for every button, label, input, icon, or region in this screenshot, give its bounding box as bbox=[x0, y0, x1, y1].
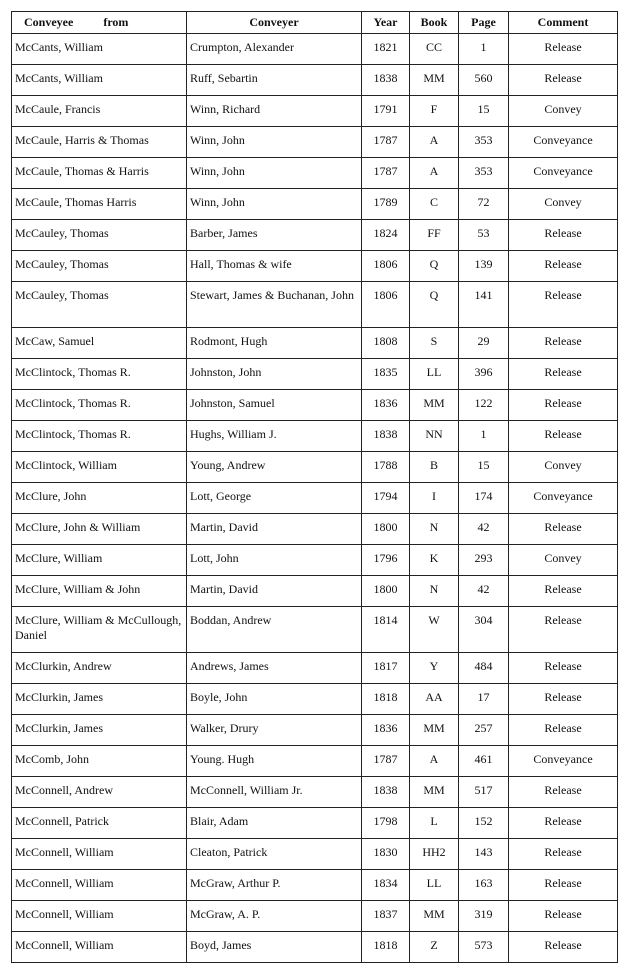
cell-conveyee: McConnell, William bbox=[12, 870, 187, 901]
cell-book: LL bbox=[410, 870, 459, 901]
cell-book: MM bbox=[410, 777, 459, 808]
cell-comment: Conveyance bbox=[509, 483, 618, 514]
cell-conveyee: McCaule, Thomas & Harris bbox=[12, 158, 187, 189]
table-row bbox=[12, 901, 618, 932]
table-row bbox=[12, 746, 618, 777]
cell-book: HH2 bbox=[410, 839, 459, 870]
cell-book: CC bbox=[410, 34, 459, 65]
cell-page: 122 bbox=[459, 390, 509, 421]
cell-conveyee: McClintock, Thomas R. bbox=[12, 421, 187, 452]
cell-year: 1787 bbox=[362, 746, 410, 777]
cell-year: 1834 bbox=[362, 870, 410, 901]
cell-page: 396 bbox=[459, 359, 509, 390]
table-row bbox=[12, 684, 618, 715]
table-row bbox=[12, 34, 618, 65]
table-row bbox=[12, 65, 618, 96]
table-row bbox=[12, 390, 618, 421]
cell-year: 1808 bbox=[362, 328, 410, 359]
table-row bbox=[12, 576, 618, 607]
table-row bbox=[12, 545, 618, 576]
cell-conveyer: Johnston, John bbox=[187, 359, 362, 390]
cell-comment: Release bbox=[509, 653, 618, 684]
cell-comment: Release bbox=[509, 421, 618, 452]
cell-conveyer: Andrews, James bbox=[187, 653, 362, 684]
cell-comment: Release bbox=[509, 932, 618, 963]
cell-page: 353 bbox=[459, 158, 509, 189]
cell-book: C bbox=[410, 189, 459, 220]
cell-comment: Release bbox=[509, 328, 618, 359]
cell-conveyee: McClure, John bbox=[12, 483, 187, 514]
cell-conveyee: McCaw, Samuel bbox=[12, 328, 187, 359]
cell-book: W bbox=[410, 607, 459, 653]
cell-book: F bbox=[410, 96, 459, 127]
cell-page: 1 bbox=[459, 34, 509, 65]
cell-year: 1838 bbox=[362, 65, 410, 96]
cell-conveyer: Crumpton, Alexander bbox=[187, 34, 362, 65]
cell-comment: Conveyance bbox=[509, 127, 618, 158]
table-row bbox=[12, 607, 618, 653]
cell-year: 1824 bbox=[362, 220, 410, 251]
cell-page: 461 bbox=[459, 746, 509, 777]
cell-comment: Release bbox=[509, 870, 618, 901]
cell-page: 42 bbox=[459, 576, 509, 607]
cell-conveyer: Barber, James bbox=[187, 220, 362, 251]
table-row bbox=[12, 514, 618, 545]
cell-conveyer: Winn, John bbox=[187, 189, 362, 220]
table-row bbox=[12, 96, 618, 127]
table-row bbox=[12, 483, 618, 514]
cell-page: 517 bbox=[459, 777, 509, 808]
cell-year: 1789 bbox=[362, 189, 410, 220]
table-row bbox=[12, 328, 618, 359]
cell-year: 1788 bbox=[362, 452, 410, 483]
cell-comment: Release bbox=[509, 684, 618, 715]
cell-year: 1835 bbox=[362, 359, 410, 390]
cell-year: 1800 bbox=[362, 514, 410, 545]
cell-year: 1818 bbox=[362, 932, 410, 963]
cell-page: 293 bbox=[459, 545, 509, 576]
cell-conveyee: McComb, John bbox=[12, 746, 187, 777]
cell-comment: Release bbox=[509, 34, 618, 65]
cell-comment: Convey bbox=[509, 545, 618, 576]
cell-conveyee: McClintock, William bbox=[12, 452, 187, 483]
cell-conveyer: Martin, David bbox=[187, 514, 362, 545]
cell-comment: Release bbox=[509, 251, 618, 282]
cell-year: 1787 bbox=[362, 127, 410, 158]
cell-conveyee: McClintock, Thomas R. bbox=[12, 390, 187, 421]
cell-page: 53 bbox=[459, 220, 509, 251]
cell-page: 139 bbox=[459, 251, 509, 282]
header-comment: Comment bbox=[509, 12, 618, 34]
cell-conveyee: McCants, William bbox=[12, 34, 187, 65]
cell-year: 1838 bbox=[362, 421, 410, 452]
cell-comment: Release bbox=[509, 777, 618, 808]
cell-conveyer: Boyd, James bbox=[187, 932, 362, 963]
cell-year: 1796 bbox=[362, 545, 410, 576]
cell-comment: Release bbox=[509, 282, 618, 328]
table-row bbox=[12, 452, 618, 483]
table-row bbox=[12, 282, 618, 328]
cell-book: AA bbox=[410, 684, 459, 715]
cell-page: 573 bbox=[459, 932, 509, 963]
cell-year: 1787 bbox=[362, 158, 410, 189]
cell-conveyee: McClintock, Thomas R. bbox=[12, 359, 187, 390]
table-row bbox=[12, 421, 618, 452]
cell-book: MM bbox=[410, 390, 459, 421]
cell-page: 42 bbox=[459, 514, 509, 545]
cell-year: 1821 bbox=[362, 34, 410, 65]
table-row bbox=[12, 777, 618, 808]
cell-conveyee: McClure, John & William bbox=[12, 514, 187, 545]
header-page: Page bbox=[459, 12, 509, 34]
cell-comment: Convey bbox=[509, 189, 618, 220]
deed-index-page bbox=[11, 11, 618, 963]
cell-page: 163 bbox=[459, 870, 509, 901]
cell-comment: Release bbox=[509, 808, 618, 839]
cell-book: K bbox=[410, 545, 459, 576]
cell-conveyer: Young, Andrew bbox=[187, 452, 362, 483]
cell-conveyer: Stewart, James & Buchanan, John bbox=[187, 282, 362, 328]
cell-conveyee: McConnell, Patrick bbox=[12, 808, 187, 839]
cell-conveyer: Boddan, Andrew bbox=[187, 607, 362, 653]
cell-conveyer: McConnell, William Jr. bbox=[187, 777, 362, 808]
cell-year: 1800 bbox=[362, 576, 410, 607]
cell-year: 1830 bbox=[362, 839, 410, 870]
cell-book: N bbox=[410, 576, 459, 607]
cell-book: Q bbox=[410, 251, 459, 282]
cell-year: 1791 bbox=[362, 96, 410, 127]
cell-conveyee: McCaule, Harris & Thomas bbox=[12, 127, 187, 158]
cell-page: 15 bbox=[459, 96, 509, 127]
cell-book: I bbox=[410, 483, 459, 514]
cell-year: 1818 bbox=[362, 684, 410, 715]
cell-conveyee: McClurkin, James bbox=[12, 715, 187, 746]
cell-conveyer: Blair, Adam bbox=[187, 808, 362, 839]
header-book: Book bbox=[410, 12, 459, 34]
header-conveyer: Conveyer bbox=[187, 12, 362, 34]
cell-page: 141 bbox=[459, 282, 509, 328]
cell-page: 17 bbox=[459, 684, 509, 715]
cell-year: 1798 bbox=[362, 808, 410, 839]
cell-page: 15 bbox=[459, 452, 509, 483]
cell-comment: Release bbox=[509, 607, 618, 653]
cell-book: N bbox=[410, 514, 459, 545]
cell-comment: Conveyance bbox=[509, 158, 618, 189]
table-row bbox=[12, 839, 618, 870]
table-row bbox=[12, 127, 618, 158]
cell-conveyer: Young. Hugh bbox=[187, 746, 362, 777]
cell-year: 1836 bbox=[362, 390, 410, 421]
cell-book: Y bbox=[410, 653, 459, 684]
cell-book: MM bbox=[410, 901, 459, 932]
cell-conveyer: McGraw, Arthur P. bbox=[187, 870, 362, 901]
cell-page: 29 bbox=[459, 328, 509, 359]
cell-conveyer: Johnston, Samuel bbox=[187, 390, 362, 421]
table-row bbox=[12, 251, 618, 282]
cell-page: 1 bbox=[459, 421, 509, 452]
table-row bbox=[12, 220, 618, 251]
cell-page: 257 bbox=[459, 715, 509, 746]
cell-conveyer: Winn, Richard bbox=[187, 96, 362, 127]
cell-conveyee: McCaule, Francis bbox=[12, 96, 187, 127]
cell-page: 484 bbox=[459, 653, 509, 684]
cell-year: 1838 bbox=[362, 777, 410, 808]
cell-comment: Release bbox=[509, 514, 618, 545]
deed-index-table bbox=[11, 11, 618, 963]
cell-conveyer: Winn, John bbox=[187, 158, 362, 189]
cell-comment: Release bbox=[509, 839, 618, 870]
cell-comment: Release bbox=[509, 65, 618, 96]
cell-conveyer: Walker, Drury bbox=[187, 715, 362, 746]
table-row bbox=[12, 870, 618, 901]
cell-page: 72 bbox=[459, 189, 509, 220]
cell-comment: Release bbox=[509, 901, 618, 932]
cell-conveyer: Winn, John bbox=[187, 127, 362, 158]
cell-conveyee: McClurkin, James bbox=[12, 684, 187, 715]
cell-book: MM bbox=[410, 715, 459, 746]
cell-conveyer: Lott, John bbox=[187, 545, 362, 576]
table-row bbox=[12, 932, 618, 963]
table-row bbox=[12, 189, 618, 220]
cell-year: 1806 bbox=[362, 282, 410, 328]
cell-year: 1814 bbox=[362, 607, 410, 653]
table-body bbox=[12, 34, 618, 963]
cell-comment: Conveyance bbox=[509, 746, 618, 777]
cell-conveyer: Martin, David bbox=[187, 576, 362, 607]
cell-book: B bbox=[410, 452, 459, 483]
cell-page: 152 bbox=[459, 808, 509, 839]
cell-book: A bbox=[410, 158, 459, 189]
cell-page: 143 bbox=[459, 839, 509, 870]
cell-comment: Release bbox=[509, 390, 618, 421]
cell-year: 1836 bbox=[362, 715, 410, 746]
cell-conveyer: Lott, George bbox=[187, 483, 362, 514]
table-row bbox=[12, 158, 618, 189]
cell-year: 1794 bbox=[362, 483, 410, 514]
cell-conveyee: McClurkin, Andrew bbox=[12, 653, 187, 684]
cell-book: A bbox=[410, 746, 459, 777]
cell-comment: Release bbox=[509, 220, 618, 251]
cell-book: Q bbox=[410, 282, 459, 328]
cell-book: S bbox=[410, 328, 459, 359]
table-row bbox=[12, 653, 618, 684]
cell-comment: Release bbox=[509, 576, 618, 607]
cell-book: Z bbox=[410, 932, 459, 963]
cell-conveyer: Hughs, William J. bbox=[187, 421, 362, 452]
cell-page: 319 bbox=[459, 901, 509, 932]
cell-comment: Convey bbox=[509, 96, 618, 127]
cell-conveyee: McConnell, William bbox=[12, 901, 187, 932]
cell-page: 174 bbox=[459, 483, 509, 514]
cell-conveyee: McCaule, Thomas Harris bbox=[12, 189, 187, 220]
cell-conveyer: Ruff, Sebartin bbox=[187, 65, 362, 96]
table-row bbox=[12, 359, 618, 390]
cell-book: MM bbox=[410, 65, 459, 96]
cell-conveyer: McGraw, A. P. bbox=[187, 901, 362, 932]
cell-book: A bbox=[410, 127, 459, 158]
cell-conveyer: Rodmont, Hugh bbox=[187, 328, 362, 359]
header-year: Year bbox=[362, 12, 410, 34]
cell-conveyee: McCauley, Thomas bbox=[12, 282, 187, 328]
cell-conveyee: McClure, William & McCullough, Daniel bbox=[12, 607, 187, 653]
cell-conveyee: McConnell, William bbox=[12, 932, 187, 963]
cell-year: 1837 bbox=[362, 901, 410, 932]
cell-comment: Release bbox=[509, 359, 618, 390]
cell-comment: Convey bbox=[509, 452, 618, 483]
cell-conveyee: McClure, William bbox=[12, 545, 187, 576]
cell-conveyee: McCauley, Thomas bbox=[12, 251, 187, 282]
cell-conveyee: McClure, William & John bbox=[12, 576, 187, 607]
cell-book: LL bbox=[410, 359, 459, 390]
header-row bbox=[12, 12, 618, 34]
cell-page: 560 bbox=[459, 65, 509, 96]
table-row bbox=[12, 715, 618, 746]
cell-comment: Release bbox=[509, 715, 618, 746]
cell-book: L bbox=[410, 808, 459, 839]
cell-year: 1817 bbox=[362, 653, 410, 684]
cell-conveyee: McConnell, Andrew bbox=[12, 777, 187, 808]
cell-page: 304 bbox=[459, 607, 509, 653]
table-row bbox=[12, 808, 618, 839]
cell-conveyee: McCants, William bbox=[12, 65, 187, 96]
cell-book: NN bbox=[410, 421, 459, 452]
cell-conveyee: McConnell, William bbox=[12, 839, 187, 870]
header-conveyee: Conveyee from bbox=[12, 12, 187, 34]
cell-year: 1806 bbox=[362, 251, 410, 282]
cell-conveyee: McCauley, Thomas bbox=[12, 220, 187, 251]
cell-conveyer: Boyle, John bbox=[187, 684, 362, 715]
cell-conveyer: Hall, Thomas & wife bbox=[187, 251, 362, 282]
cell-page: 353 bbox=[459, 127, 509, 158]
cell-conveyer: Cleaton, Patrick bbox=[187, 839, 362, 870]
cell-book: FF bbox=[410, 220, 459, 251]
